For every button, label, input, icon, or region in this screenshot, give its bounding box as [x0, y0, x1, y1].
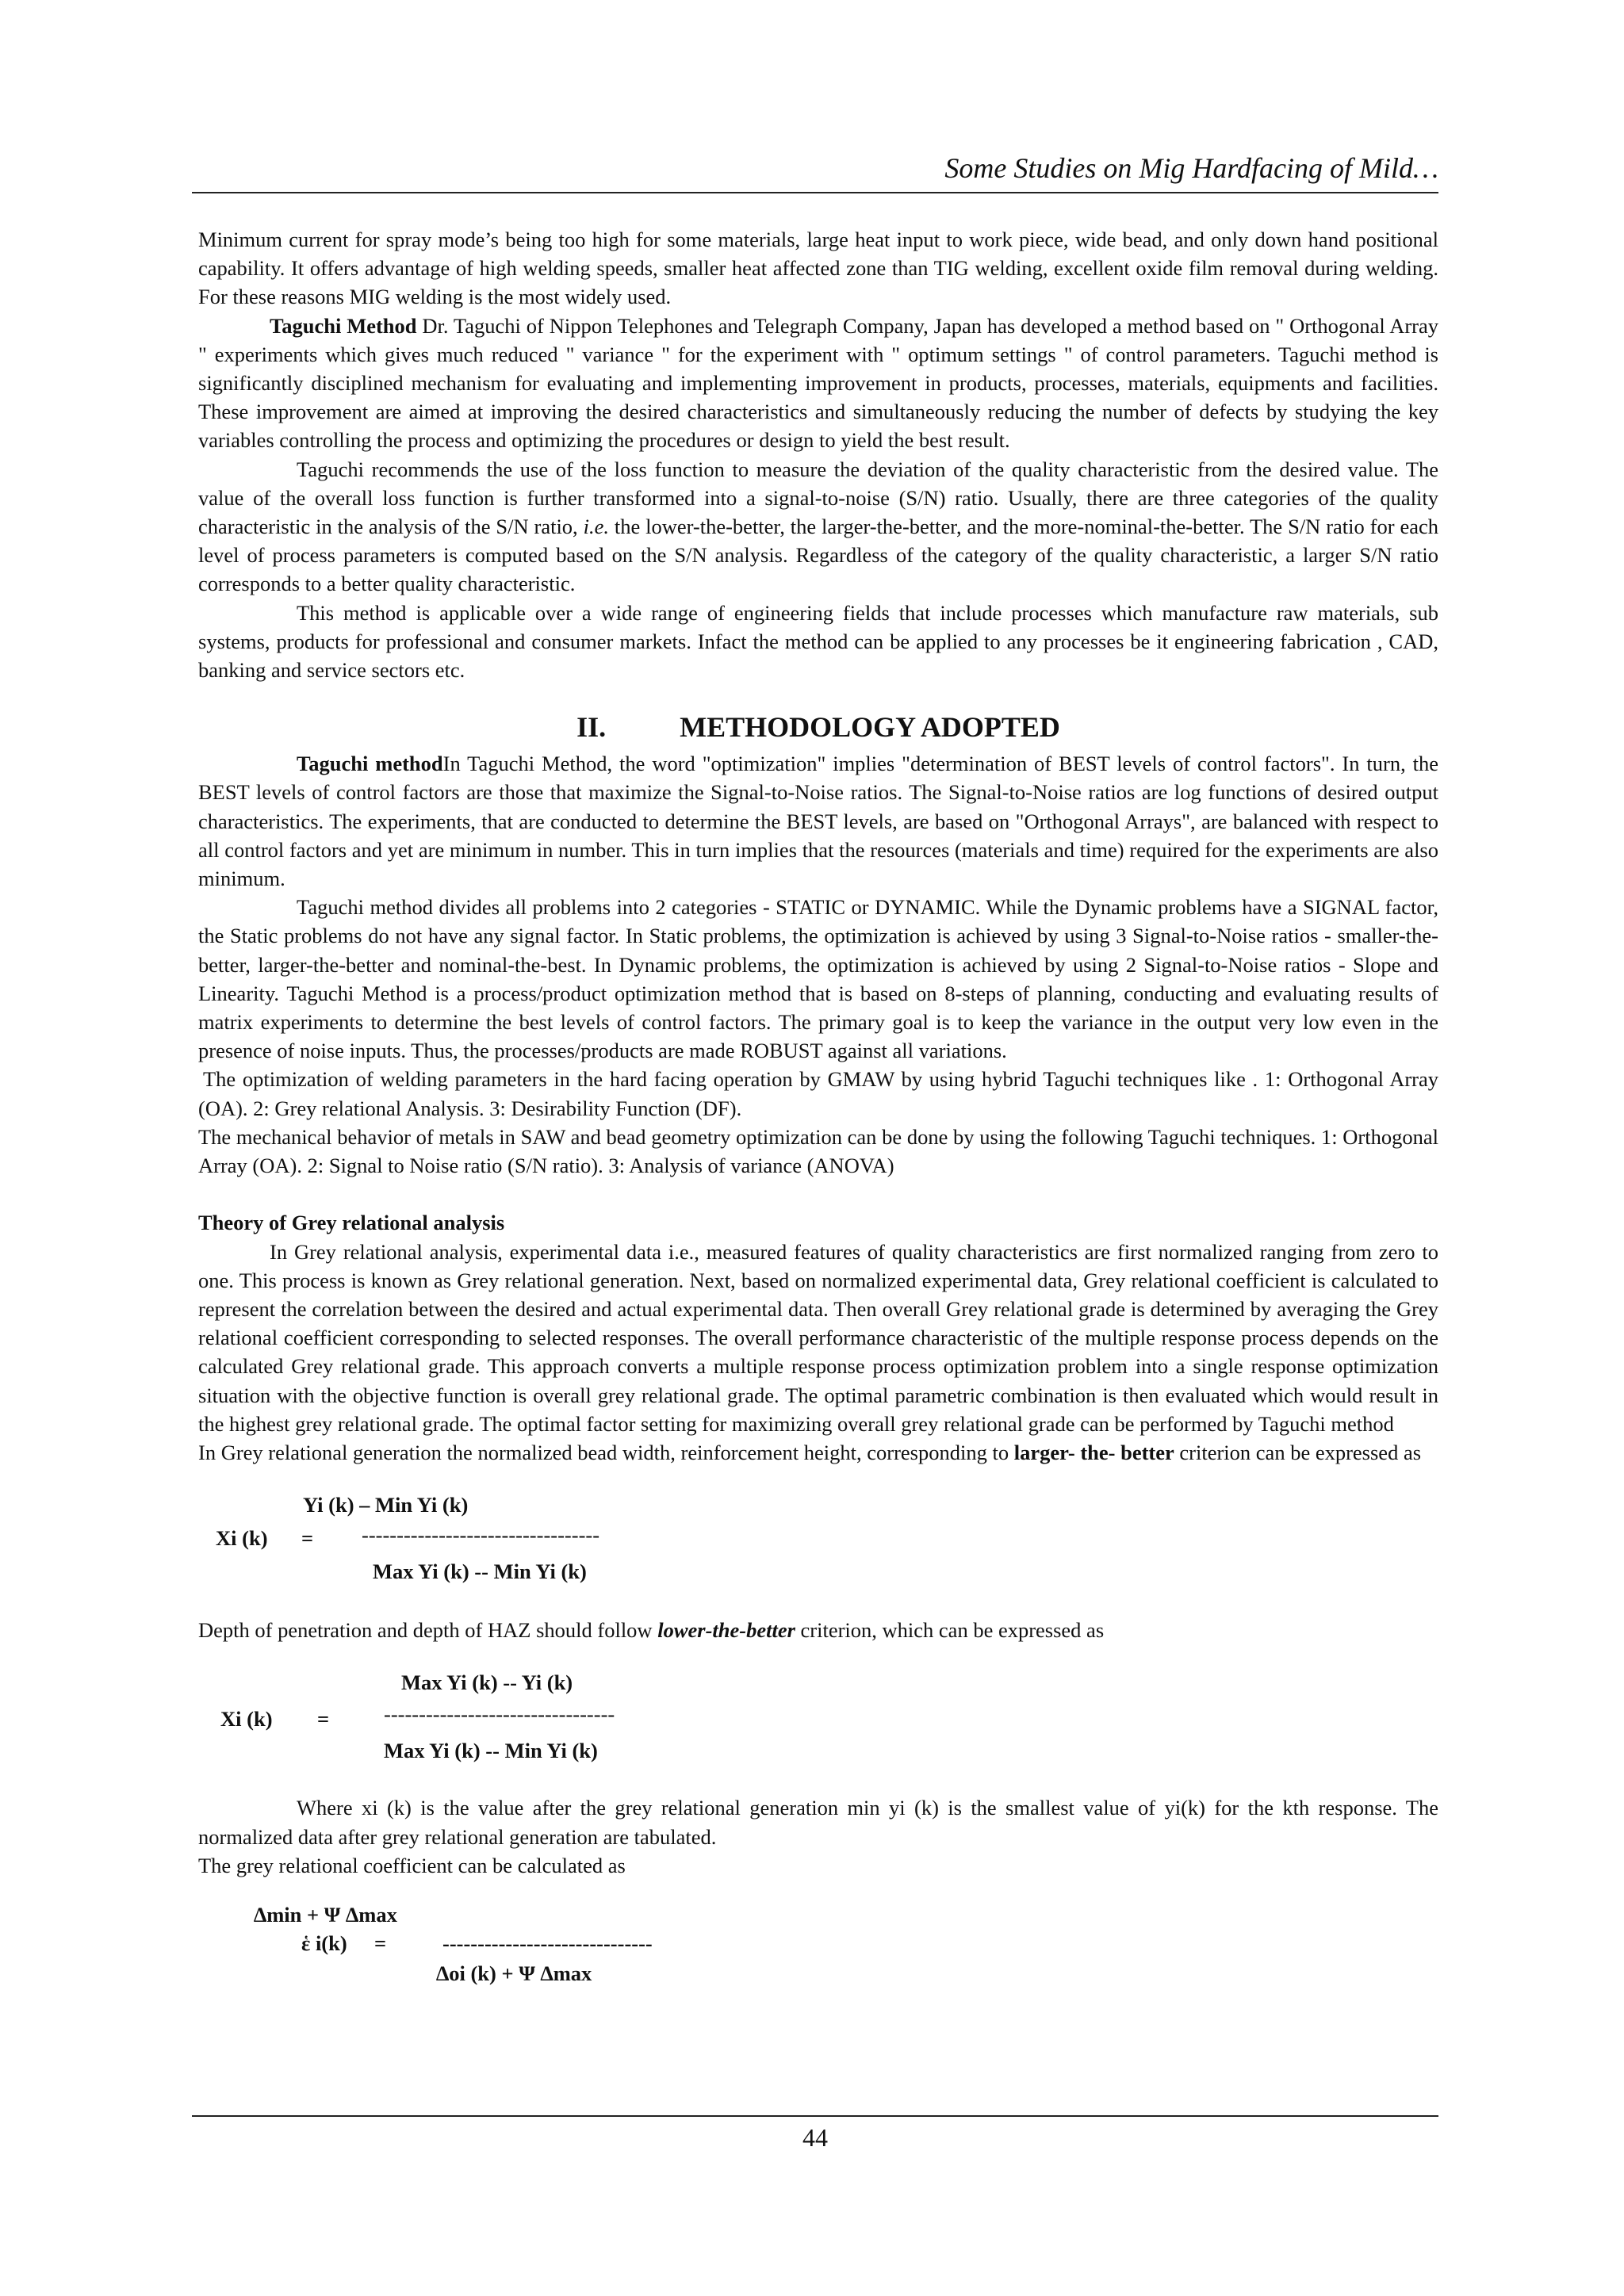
emphasis: lower-the-better [657, 1618, 795, 1643]
fraction-bar: ---------------------------------- [362, 1523, 600, 1548]
paragraph-text: criterion, which can be expressed as [795, 1618, 1105, 1643]
emphasis: larger- the- better [1013, 1440, 1174, 1464]
formula-lhs: Xi (k) [216, 1526, 268, 1551]
paragraph [198, 1616, 1438, 1644]
formula-numerator: Yi (k) – Min Yi (k) [303, 1493, 469, 1517]
paragraph-text: the lower-the-better, the larger-the-better, and the more-nominal-the-better. The S/N ratio for each level of process parameters is computed based on the S/N analysis. Regardless of the category of the quality characteristic, a larger S/N ratio corresponds to a better quality characteristic. [198, 515, 1438, 596]
footer-rule [192, 2115, 1438, 2117]
section-number: II. [576, 711, 607, 744]
paragraph [198, 1438, 1438, 1467]
formula-lhs: Xi (k) [220, 1707, 273, 1732]
paragraph-text: criterion can be expressed as [1174, 1440, 1422, 1464]
paragraph-text: Depth of penetration and depth of HAZ should follow [198, 1618, 658, 1643]
paragraph [198, 455, 1438, 599]
section-heading [198, 711, 1438, 743]
header-rule [192, 192, 1438, 193]
formula-denominator: Max Yi (k) -- Min Yi (k) [373, 1559, 587, 1584]
paragraph [198, 749, 1438, 893]
paragraph-text: Dr. Taguchi of Nippon Telephones and Telegraph Company, Japan has developed a method based on " Orthogonal Array " experiments which gives much reduced " variance " for the experiment with " optimum settings " of control parameters. Taguchi method is significantly disciplined mechanism for evaluating and implementing improvement in products, processes, materials, equipments and facilities. These improvement are aimed at improving the desired characteristics and simultaneously reducing the number of defects by studying the key variables controlling the process and optimizing the procedures or design to yield the best result. [198, 313, 1439, 453]
paragraph: The grey relational coefficient can be calculated as [198, 1853, 626, 1877]
paragraph: Taguchi method divides all problems into 2 categories - STATIC or DYNAMIC. While the Dynamic problems have a SIGNAL factor, the Static problems do not have any signal factor. In Static problems, the optimization is achieved by using 3 Signal-to-Noise ratios - smaller-the-better, larger-the-better and nominal-the-best. In Dynamic problems, the optimization is achieved by using 2 Signal-to-Noise ratios - Slope and Linearity. Taguchi Method is a process/product optimization method that is based on 8-steps of planning, conducting and evaluating results of matrix experiments to determine the best levels of control factors. The primary goal is to keep the variance in the output very low even in the presence of noise inputs. Thus, the processes/products are made ROBUST against all variations. [198, 895, 1438, 1063]
section-title: METHODOLOGY ADOPTED [680, 711, 1060, 744]
paragraph-text: In Taguchi Method, the word "optimization" implies "determination of BEST levels of control factors". In turn, the BEST levels of control factors are those that maximize the Signal-to-Noise ratios. The Signal-to-Noise ratios are log functions of desired output characteristics. The experiments, that are conducted to determine the BEST levels, are based on "Orthogonal Arrays", are balanced with respect to all control factors and yet are minimum in number. This in turn implies that the resources (materials and time) required for the experiments are also minimum. [198, 752, 1439, 891]
fraction-bar: ------------------------------ [442, 1931, 653, 1955]
formula-numerator: ∆min + Ψ ∆max [254, 1902, 397, 1927]
formula-numerator: Max Yi (k) -- Yi (k) [401, 1670, 573, 1695]
paragraph-text: Taguchi recommends the use of the loss function to measure the deviation of the quality characteristic from the desired value. The value of the overall loss function is further transformed into a signal-to-noise (S/N) ratio. Usually, there are three categories of the quality characteristic in the analysis of the S/N ratio, [198, 457, 1438, 539]
paragraph: Minimum current for spray mode’s being too high for some materials, large heat input to work piece, wide bead, and only down hand positional capability. It offers advantage of high welding speeds, smaller heat affected zone than TIG welding, excellent oxide film removal during welding. For these reasons MIG welding is the most widely used. [198, 228, 1438, 309]
formula-lower-the-better [198, 1668, 1438, 1773]
paragraph: The optimization of welding parameters in the hard facing operation by GMAW by using hybrid Taguchi techniques like . 1: Orthogonal Array (OA). 2: Grey relational Analysis. 3: Desirability Function (DF). [198, 1067, 1438, 1120]
paragraph: Where xi (k) is the value after the grey relational generation min yi (k) is the smallest value of yi(k) for the kth response. The normalized data after grey relational generation are tabulated. [198, 1796, 1438, 1849]
formula-equals: = [301, 1526, 314, 1551]
inline-heading: Taguchi Method [270, 313, 417, 338]
formula-denominator: Max Yi (k) -- Min Yi (k) [384, 1739, 598, 1763]
fraction-bar: --------------------------------- [384, 1702, 615, 1727]
paragraph: In Grey relational analysis, experimental data i.e., measured features of quality characteristics are first normalized ranging from zero to one. This process is known as Grey relational generation. Next, based on normalized experimental data, Grey relational coefficient is calculated to represent the correlation between the desired and actual experimental data. Then overall Grey relational grade is determined by averaging the Grey relational coefficient corresponding to selected responses. The overall performance characteristic of the multiple response process depends on the calculated Grey relational grade. This approach converts a multiple response process optimization problem into a single response optimization situation with the objective function is overall grey relational grade. The optimal parametric combination is then evaluated which would result in the highest grey relational grade. The optimal factor setting for maximizing overall grey relational grade can be performed by Taguchi method [198, 1239, 1438, 1436]
formula-grey-relational-coefficient [198, 1900, 1438, 2019]
inline-heading: Taguchi method [297, 752, 443, 776]
paragraph: The mechanical behavior of metals in SAW and bead geometry optimization can be done by using the following Taguchi techniques. 1: Orthogonal Array (OA). 2: Signal to Noise ratio (S/N ratio). 3: Analysis of variance (ANOVA) [198, 1124, 1438, 1178]
subsection-heading: Theory of Grey relational analysis [198, 1211, 505, 1235]
running-header: Some Studies on Mig Hardfacing of Mild… [944, 152, 1438, 184]
paragraph [198, 312, 1438, 455]
formula-larger-the-better [198, 1490, 1438, 1595]
formula-denominator: ∆oi (k) + Ψ ∆max [436, 1961, 592, 1985]
paragraph: This method is applicable over a wide range of engineering fields that include processes which manufacture raw materials, sub systems, products for professional and consumer markets. Infact the method can be applied to any processes be it engineering fabrication , CAD, banking and service sectors etc. [198, 600, 1438, 683]
body-text [198, 225, 1438, 2019]
paragraph-text: In Grey relational generation the normalized bead width, reinforcement height, corresponding to [198, 1440, 1014, 1464]
formula-lhs: ἑ i(k) [301, 1931, 347, 1955]
page-number: 44 [802, 2123, 828, 2152]
emphasis: i.e. [583, 515, 609, 539]
formula-equals: = [317, 1707, 330, 1732]
formula-equals: = [374, 1931, 387, 1955]
